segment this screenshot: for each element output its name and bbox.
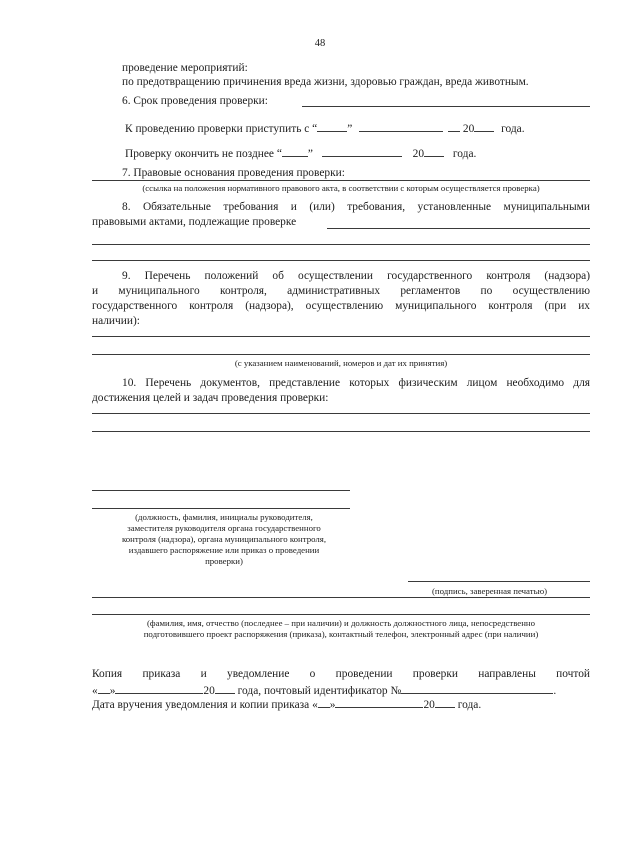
- item9-line-4: наличии):: [92, 315, 140, 327]
- item10-line-b: [92, 431, 590, 432]
- signature-block-text-2: заместителя руководителя органа государственного: [127, 523, 321, 533]
- item10-line-1: 10. Перечень документов, представление которых физическим лицом необходимо для: [122, 377, 590, 389]
- item7-line: [92, 180, 590, 181]
- item6-end-row: Проверку окончить не позднее “ ” 20 года.: [125, 145, 476, 161]
- signature-full-line: [92, 597, 590, 598]
- item9-note: (с указанием наименований, номеров и дат их принятия): [234, 358, 448, 368]
- delivery-month-field[interactable]: [335, 696, 423, 708]
- item8-line-1: 8. Обязательные требования и (или) требования, установленные муниципальными: [122, 201, 590, 213]
- item6-start-day-field[interactable]: [317, 120, 347, 132]
- copy-month-field[interactable]: [115, 682, 203, 694]
- page-number: 48: [314, 38, 326, 49]
- item6-end-prefix: Проверку окончить не позднее: [125, 148, 274, 160]
- preparer-text-2: подготовившего проект распоряжения (приказа), контактный телефон, электронный адрес (при наличии): [143, 629, 539, 639]
- preparer-text-1: (фамилия, имя, отчество (последнее – при наличии) и должность должностного лица, непосредственно: [146, 618, 536, 628]
- item6-start-row: К проведению проверки приступить с “ ” 20 года.: [125, 120, 525, 136]
- signature-block-text-5: проверки): [205, 556, 243, 566]
- signature-stamp-line: [408, 581, 590, 582]
- item7-label: 7. Правовые основания проведения проверки:: [122, 167, 345, 179]
- signature-block-text-4: издавшего распоряжение или приказ о проведении: [128, 545, 320, 555]
- item10-line-2: достижения целей и задач проведения проверки:: [92, 392, 329, 404]
- item9-line-a: [92, 336, 590, 337]
- copy-year-field[interactable]: [215, 682, 235, 694]
- item9-line-3: государственного контроля (надзора), осуществлению муниципального контроля (при их: [92, 300, 590, 312]
- item9-line-2: и муниципального контроля, административных регламентов по осуществлению: [92, 285, 590, 297]
- item8-line-a: [327, 228, 590, 229]
- item6-start-prefix: К проведению проверки приступить с: [125, 123, 310, 135]
- signature-note: (подпись, заверенная печатью): [432, 586, 548, 596]
- item8-line-c: [92, 260, 590, 261]
- item7-note: (ссылка на положения нормативного правового акта, в соответствии с которым осуществляется проверка): [142, 183, 540, 193]
- copy-day-field[interactable]: [98, 682, 110, 694]
- intro-line-2: по предотвращению причинения вреда жизни, здоровью граждан, вреда животным.: [122, 76, 529, 88]
- item8-line-2: правовыми актами, подлежащие проверке: [92, 216, 297, 228]
- signature-line-2: [92, 508, 350, 509]
- item8-line-b: [92, 244, 590, 245]
- item6-start-month-field[interactable]: [359, 120, 443, 132]
- copy-notice-line-3: Дата вручения уведомления и копии приказа « » 20 года.: [92, 696, 481, 712]
- copy-notice-line-2: « » 20 года, почтовый идентификатор № .: [92, 682, 556, 698]
- signature-block-text-3: контроля (надзора), органа муниципального контроля,: [121, 534, 327, 544]
- postal-id-field[interactable]: [401, 682, 553, 694]
- delivery-year-field[interactable]: [435, 696, 455, 708]
- item6-period-line: [302, 106, 590, 107]
- preparer-line: [92, 614, 590, 615]
- item6-end-month-field[interactable]: [322, 145, 402, 157]
- intro-line-1: проведение мероприятий:: [122, 62, 248, 74]
- signature-block-text-1: (должность, фамилия, инициалы руководителя,: [135, 512, 313, 522]
- delivery-day-field[interactable]: [318, 696, 330, 708]
- signature-line-1: [92, 490, 350, 491]
- copy-notice-line-1: Копия приказа и уведомление о проведении проверки направлены почтой: [92, 668, 590, 680]
- item9-line-b: [92, 354, 590, 355]
- item6-start-year-field[interactable]: [474, 120, 494, 132]
- item6-label: 6. Срок проведения проверки:: [122, 95, 268, 107]
- item9-line-1: 9. Перечень положений об осуществлении государственного контроля (надзора): [122, 270, 590, 282]
- item10-line-a: [92, 413, 590, 414]
- item6-end-day-field[interactable]: [282, 145, 308, 157]
- item6-end-year-field[interactable]: [424, 145, 444, 157]
